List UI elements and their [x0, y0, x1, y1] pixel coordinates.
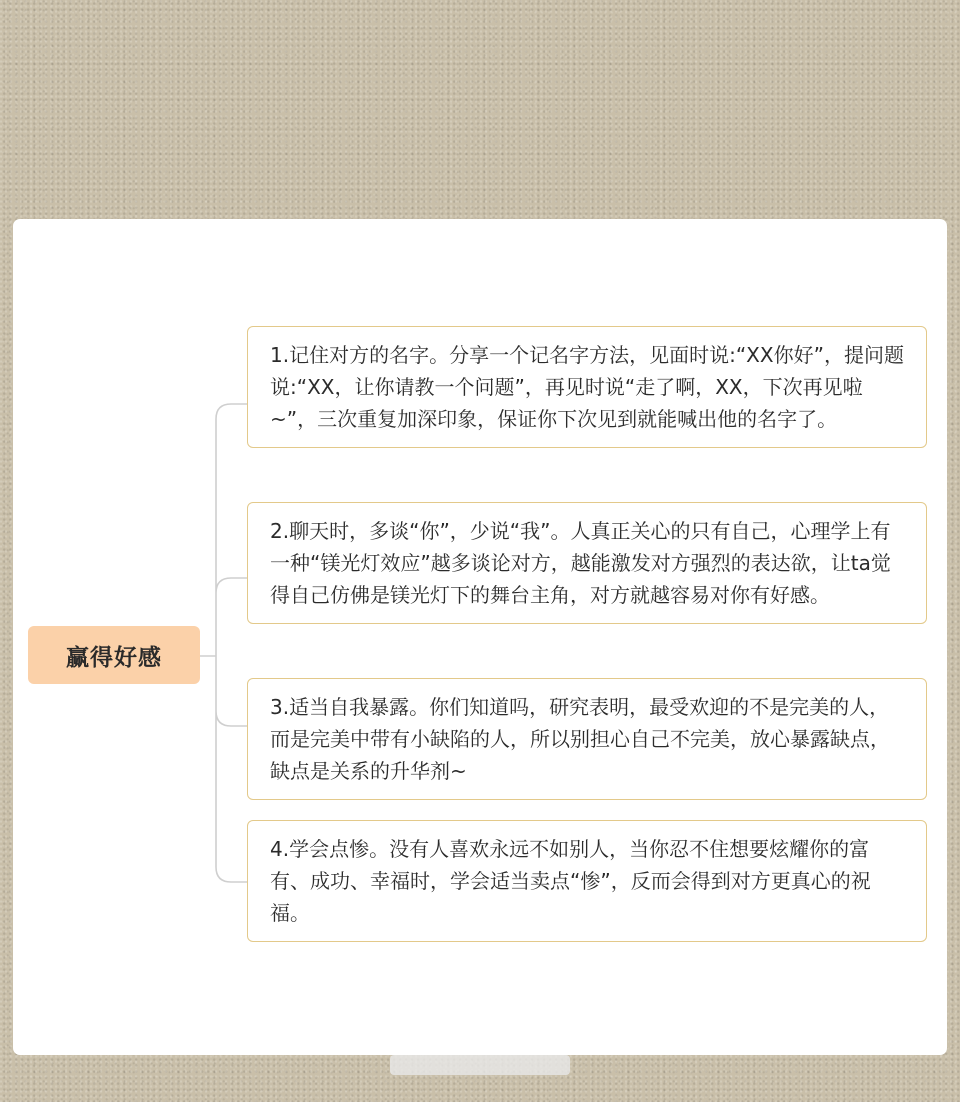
mindmap-item-3: 3.适当自我暴露。你们知道吗，研究表明，最受欢迎的不是完美的人，而是完美中带有小缺陷的人，所以别担心自己不完美，放心暴露缺点，缺点是关系的升华剂~	[247, 678, 927, 800]
watermark-blur	[390, 1055, 570, 1075]
mindmap-card	[13, 219, 947, 1055]
mindmap-item-1: 1.记住对方的名字。分享一个记名字方法，见面时说:“XX你好”，提问题说:“XX，让你请教一个问题”，再见时说“走了啊，XX，下次再见啦~”，三次重复加深印象，保证你下次见到就能喊出他的名字了。	[247, 326, 927, 448]
mindmap-item-4: 4.学会点惨。没有人喜欢永远不如别人，当你忍不住想要炫耀你的富有、成功、幸福时，学会适当卖点“惨”，反而会得到对方更真心的祝福。	[247, 820, 927, 942]
mindmap-root-node: 赢得好感	[28, 626, 200, 684]
mindmap-item-2: 2.聊天时，多谈“你”，少说“我”。人真正关心的只有自己，心理学上有一种“镁光灯效应”越多谈论对方，越能激发对方强烈的表达欲，让ta觉得自己仿佛是镁光灯下的舞台主角，对方就越容易对你有好感。	[247, 502, 927, 624]
